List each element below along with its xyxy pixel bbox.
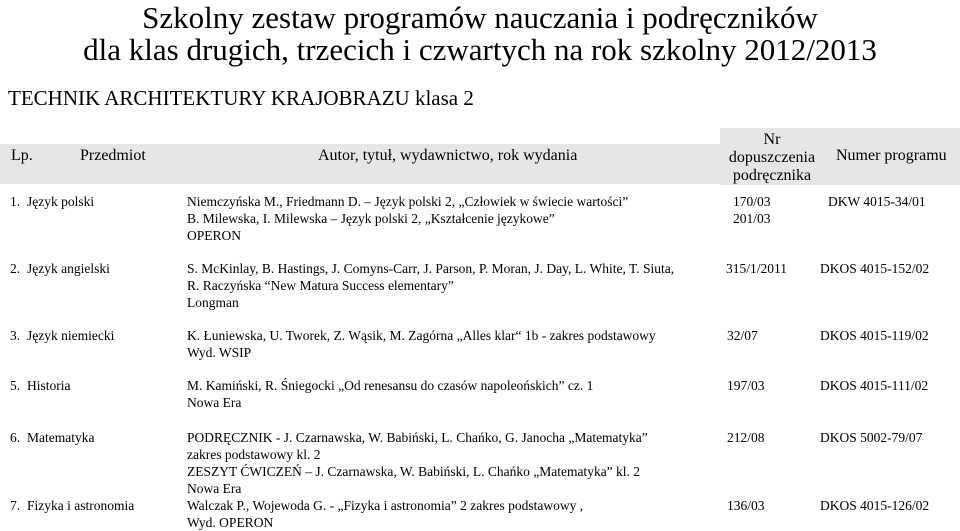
document-title-line-2: dla klas drugich, trzecich i czwartych na rok szkolny 2012/2013 [83,32,877,67]
document-title-line-1: Szkolny zestaw programów nauczania i podręczników [142,0,818,35]
row-author-line: B. Milewska, I. Milewska – Język polski 2, „Kształcenie językowe” [187,211,555,226]
row-program-number: DKW 4015-34/01 [828,194,926,209]
row-program-number: DKOS 4015-152/02 [820,261,930,276]
row-author-line: R. Raczyńska “New Matura Success elementary” [187,278,454,293]
row-approval-number: 201/03 [733,211,771,226]
row-author-line: PODRĘCZNIK - J. Czarnawska, W. Babiński, L. Chańko, G. Janocha „Matematyka” [187,430,648,445]
row-subject: Fizyka i astronomia [27,498,135,513]
row-approval-number: 170/03 [733,194,771,209]
row-program-number: DKOS 4015-111/02 [820,378,929,393]
row-subject: Matematyka [27,430,95,445]
row-author-line: Wyd. WSIP [187,345,252,360]
row-lp: 7. [10,498,21,513]
row-subject: Język polski [27,194,95,209]
row-lp: 2. [10,261,21,276]
row-lp: 5. [10,378,21,393]
header-autor: Autor, tytuł, wydawnictwo, rok wydania [318,147,578,164]
row-program-number: DKOS 4015-126/02 [820,498,930,513]
row-lp: 1. [10,194,21,209]
row-author-line: M. Kamiński, R. Śniegocki „Od renesansu do czasów napoleońskich” cz. 1 [187,378,594,393]
header-nr-line-3: podręcznika [732,167,812,184]
header-nr-line-1: Nr [763,131,781,148]
row-author-line: Longman [187,295,239,310]
row-author-line: K. Łuniewska, U. Tworek, Z. Wąsik, M. Zagórna „Alles klar“ 1b - zakres podstawowy [187,328,656,343]
row-author-line: OPERON [187,228,242,243]
row-subject: Język angielski [27,261,110,276]
row-program-number: DKOS 5002-79/07 [820,430,923,445]
row-author-line: ZESZYT ĆWICZEŃ – J. Czarnawska, W. Babiński, L. Chańko „Matematyka” kl. 2 [187,464,641,479]
header-program: Numer programu [836,147,947,164]
row-author-line: Wyd. OPERON [187,515,274,530]
row-author-line: Nowa Era [187,481,242,496]
row-subject: Język niemiecki [27,328,115,343]
row-program-number: DKOS 4015-119/02 [820,328,929,343]
row-author-line: Niemczyńska M., Friedmann D. – Język polski 2, „Człowiek w świecie wartości” [187,194,629,209]
row-approval-number: 136/03 [727,498,765,513]
header-przedmiot: Przedmiot [80,147,146,164]
row-lp: 6. [10,430,21,445]
header-lp: Lp. [11,147,33,164]
row-subject: Historia [27,378,71,393]
class-subtitle: TECHNIK ARCHITEKTURY KRAJOBRAZU klasa 2 [8,86,474,110]
row-author-line: zakres podstawowy kl. 2 [187,447,321,462]
header-nr-line-2: dopuszczenia [728,149,816,166]
row-approval-number: 315/1/2011 [726,261,788,276]
row-author-line: Walczak P., Wojewoda G. - „Fizyka i astronomia” 2 zakres podstawowy , [187,498,584,513]
row-approval-number: 32/07 [727,328,758,343]
row-author-line: Nowa Era [187,395,242,410]
row-lp: 3. [10,328,21,343]
row-author-line: S. McKinlay, B. Hastings, J. Comyns-Carr, J. Parson, P. Moran, J. Day, L. White, T. Siuta, [187,261,675,276]
row-approval-number: 197/03 [727,378,765,393]
row-approval-number: 212/08 [727,430,765,445]
